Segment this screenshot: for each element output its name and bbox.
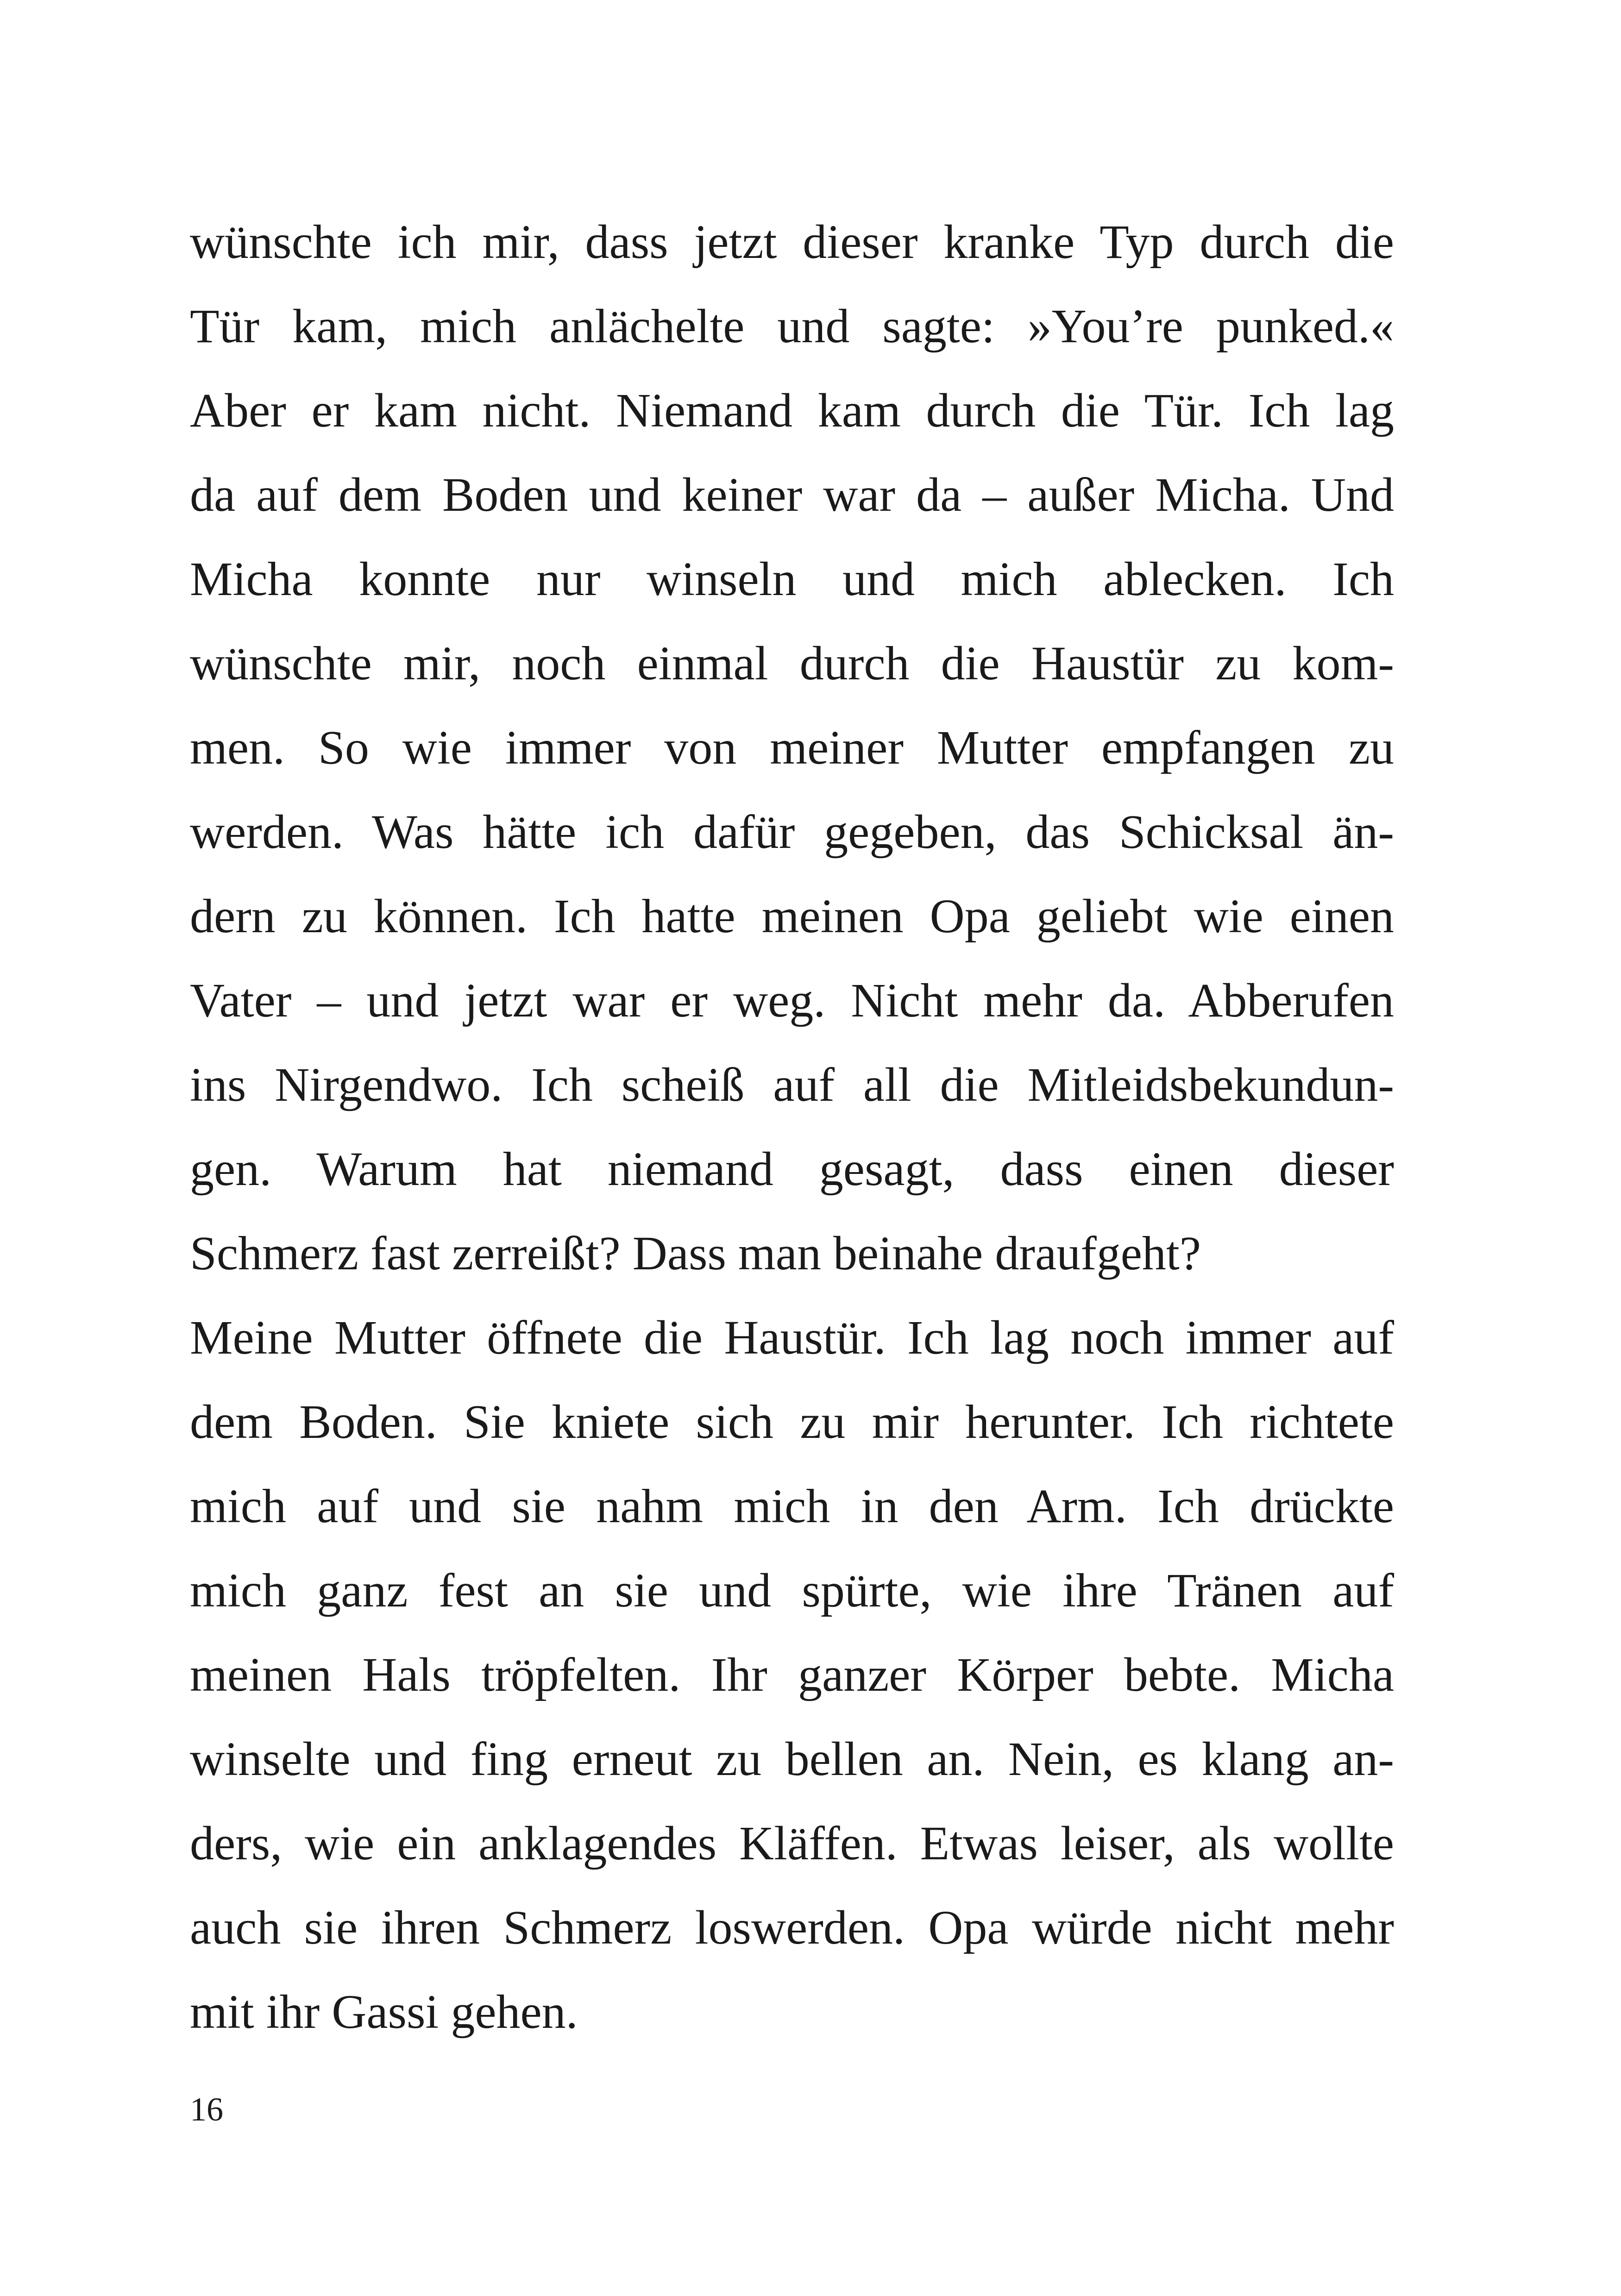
text-line: Aber er kam nicht. Niemand kam durch die Tür. Ich lag: [190, 384, 1394, 437]
text-line: mich auf und sie nahm mich in den Arm. Ich drückte: [190, 1480, 1394, 1533]
text-line: Meine Mutter öffnete die Haustür. Ich lag noch immer auf: [190, 1311, 1394, 1364]
text-line: wünschte ich mir, dass jetzt dieser kranke Typ durch die: [190, 215, 1394, 269]
text-line: Schmerz fast zerreißt? Dass man beinahe draufgeht?: [190, 1227, 1201, 1280]
text-line: mit ihr Gassi gehen.: [190, 1985, 578, 2039]
text-line: meinen Hals tröpfelten. Ihr ganzer Körper bebte. Micha: [190, 1648, 1394, 1701]
body-text: [190, 200, 1394, 2054]
text-line: Tür kam, mich anlächelte und sagte: »You’re punked.«: [190, 300, 1394, 353]
text-line: dem Boden. Sie kniete sich zu mir herunter. Ich richtete: [190, 1395, 1394, 1449]
text-line: Micha konnte nur winseln und mich ablecken. Ich: [190, 552, 1394, 606]
text-line: gen. Warum hat niemand gesagt, dass einen dieser: [190, 1142, 1394, 1196]
page-number: 16: [190, 2091, 223, 2128]
text-line: Vater – und jetzt war er weg. Nicht mehr da. Abberufen: [190, 974, 1394, 1027]
text-line: dern zu können. Ich hatte meinen Opa geliebt wie einen: [190, 890, 1394, 943]
text-line: men. So wie immer von meiner Mutter empfangen zu: [190, 721, 1394, 774]
text-line: winselte und fing erneut zu bellen an. Nein, es klang an-: [190, 1732, 1394, 1786]
text-line: ders, wie ein anklagendes Kläffen. Etwas leiser, als wollte: [190, 1817, 1394, 1870]
text-line: ins Nirgendwo. Ich scheiß auf all die Mitleidsbekundun-: [190, 1058, 1394, 1111]
text-line: mich ganz fest an sie und spürte, wie ihre Tränen auf: [190, 1564, 1394, 1617]
text-line: da auf dem Boden und keiner war da – außer Micha. Und: [190, 468, 1394, 521]
text-line: auch sie ihren Schmerz loswerden. Opa würde nicht mehr: [190, 1901, 1394, 1954]
text-line: werden. Was hätte ich dafür gegeben, das Schicksal än-: [190, 805, 1394, 859]
text-line: wünschte mir, noch einmal durch die Haustür zu kom-: [190, 637, 1394, 690]
